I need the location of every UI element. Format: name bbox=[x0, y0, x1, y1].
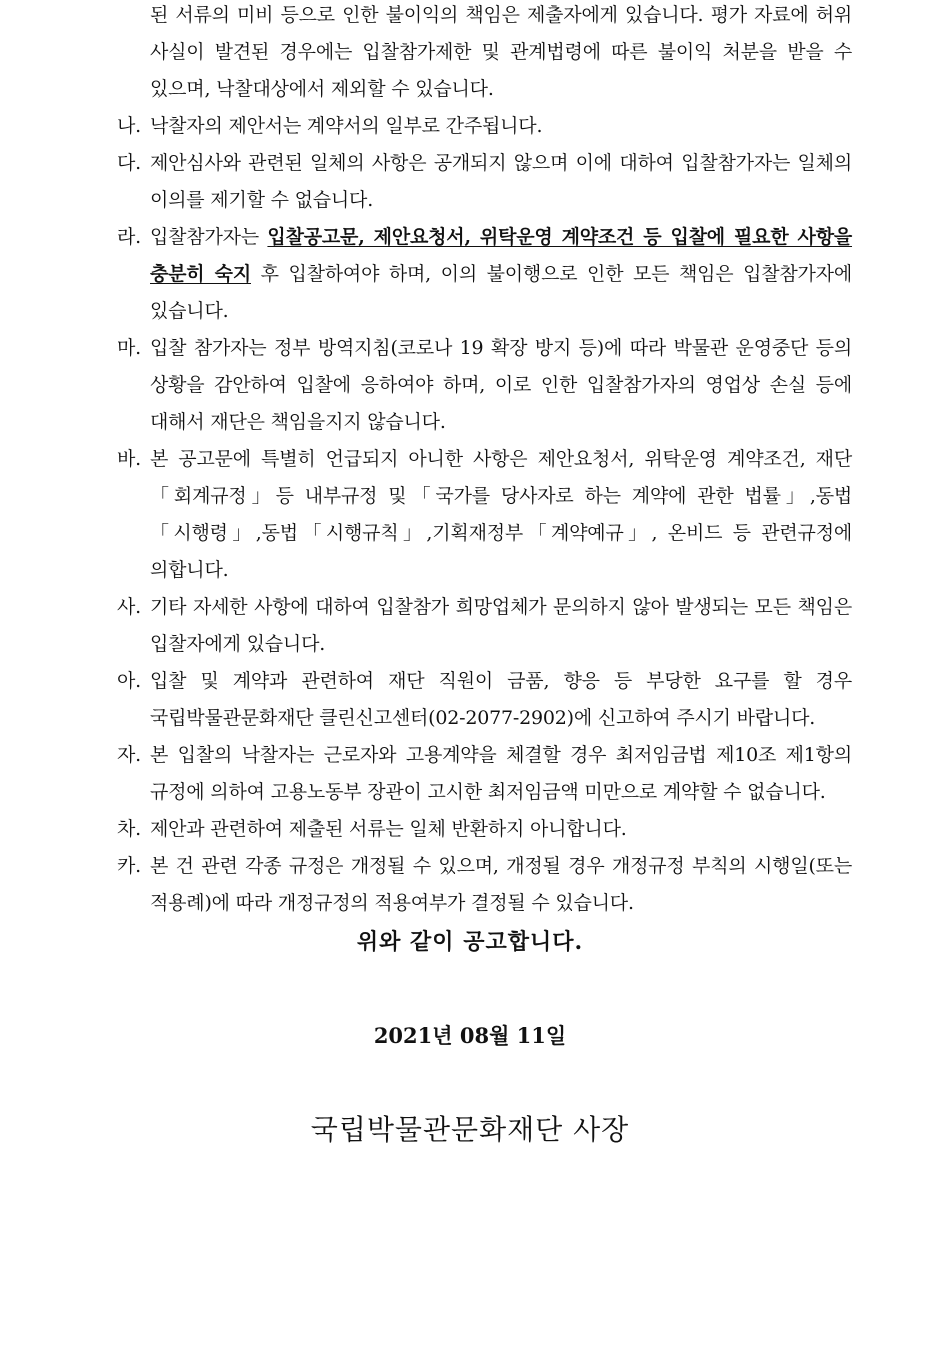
notice-item-text: 제안과 관련하여 제출된 서류는 일체 반환하지 아니합니다. bbox=[150, 818, 627, 840]
notice-item-marker: 아. bbox=[117, 670, 141, 692]
notice-item-da bbox=[117, 145, 852, 219]
closing-statement: 위와 같이 공고합니다. bbox=[356, 929, 584, 955]
notice-item-marker: 카. bbox=[117, 855, 141, 877]
notice-item-ma bbox=[117, 330, 852, 441]
notice-item-marker: 자. bbox=[117, 744, 141, 766]
notice-item-cha bbox=[117, 811, 852, 848]
notice-item-marker: 나. bbox=[117, 115, 141, 137]
notice-item-text: 본 입찰의 낙찰자는 근로자와 고용계약을 체결할 경우 최저임금법 제10조 제1항의 규정에 의하여 고용노동부 장관이 고시한 최저임금액 미만으로 계약할 수 없습니다. bbox=[150, 744, 852, 803]
notice-item-text-after: 후 입찰하여야 하며, 이의 불이행으로 인한 모든 책임은 입찰참가자에 있습니다. bbox=[150, 263, 852, 322]
notice-item-ka bbox=[117, 848, 852, 922]
signatory: 국립박물관문화재단 사장 bbox=[310, 1113, 630, 1146]
notice-item-ja bbox=[117, 737, 852, 811]
notice-item-text: 본 건 관련 각종 규정은 개정될 수 있으며, 개정될 경우 개정규정 부칙의 시행일(또는 적용례)에 따라 개정규정의 적용여부가 결정될 수 있습니다. bbox=[150, 855, 852, 914]
notice-item-text-before: 입찰참가자는 bbox=[150, 226, 268, 248]
notice-item-continued bbox=[117, 0, 852, 108]
notice-item-ra bbox=[117, 219, 852, 330]
notice-item-text: 된 서류의 미비 등으로 인한 불이익의 책임은 제출자에게 있습니다. 평가 자료에 허위 사실이 발견된 경우에는 입찰참가제한 및 관계법령에 따른 불이익 처분을 받을 수 있으며, 낙찰대상에서 제외할 수 있습니다. bbox=[150, 4, 852, 100]
notice-item-sa bbox=[117, 589, 852, 663]
notice-item-ba bbox=[117, 441, 852, 589]
notice-item-text: 낙찰자의 제안서는 계약서의 일부로 간주됩니다. bbox=[150, 115, 543, 137]
notice-item-marker: 사. bbox=[117, 596, 141, 618]
announcement-date: 2021년 08월 11일 bbox=[373, 1023, 567, 1048]
notice-item-emphasis: 입찰공고문, 제안요청서, 위탁운영 계약조건 등 입찰에 필요한 사항을 충분히 숙지 bbox=[150, 226, 853, 285]
notice-item-text: 입찰 참가자는 정부 방역지침(코로나 19 확장 방지 등)에 따라 박물관 운영중단 등의 상황을 감안하여 입찰에 응하여야 하며, 이로 인한 입찰참가자의 영업상 손실 등에 대해서 재단은 책임을지지 않습니다. bbox=[150, 337, 852, 433]
notice-item-text: 본 공고문에 특별히 언급되지 아니한 사항은 제안요청서, 위탁운영 계약조건, 재단「회계규정」등 내부규정 및「국가를 당사자로 하는 계약에 관한 법률」,동법「시행령」,동법「시행규칙」,기획재정부「계약예규」, 온비드 등 관련규정에 의합니다. bbox=[150, 448, 852, 581]
notice-item-text: 기타 자세한 사항에 대하여 입찰참가 희망업체가 문의하지 않아 발생되는 모든 책임은 입찰자에게 있습니다. bbox=[150, 596, 852, 655]
notice-item-text: 입찰 및 계약과 관련하여 재단 직원이 금품, 향응 등 부당한 요구를 할 경우 국립박물관문화재단 클린신고센터(02-2077-2902)에 신고하여 주시기 바랍니다. bbox=[150, 670, 852, 729]
notice-item-na bbox=[117, 108, 852, 145]
notice-item-marker: 차. bbox=[117, 818, 141, 840]
notice-item-a bbox=[117, 663, 852, 737]
notice-items-list bbox=[117, 0, 852, 922]
notice-item-marker: 바. bbox=[117, 448, 141, 470]
notice-item-text: 제안심사와 관련된 일체의 사항은 공개되지 않으며 이에 대하여 입찰참가자는 일체의 이의를 제기할 수 없습니다. bbox=[150, 152, 852, 211]
notice-item-marker: 마. bbox=[117, 337, 141, 359]
notice-item-marker: 다. bbox=[117, 152, 141, 174]
notice-item-marker: 라. bbox=[117, 226, 141, 248]
